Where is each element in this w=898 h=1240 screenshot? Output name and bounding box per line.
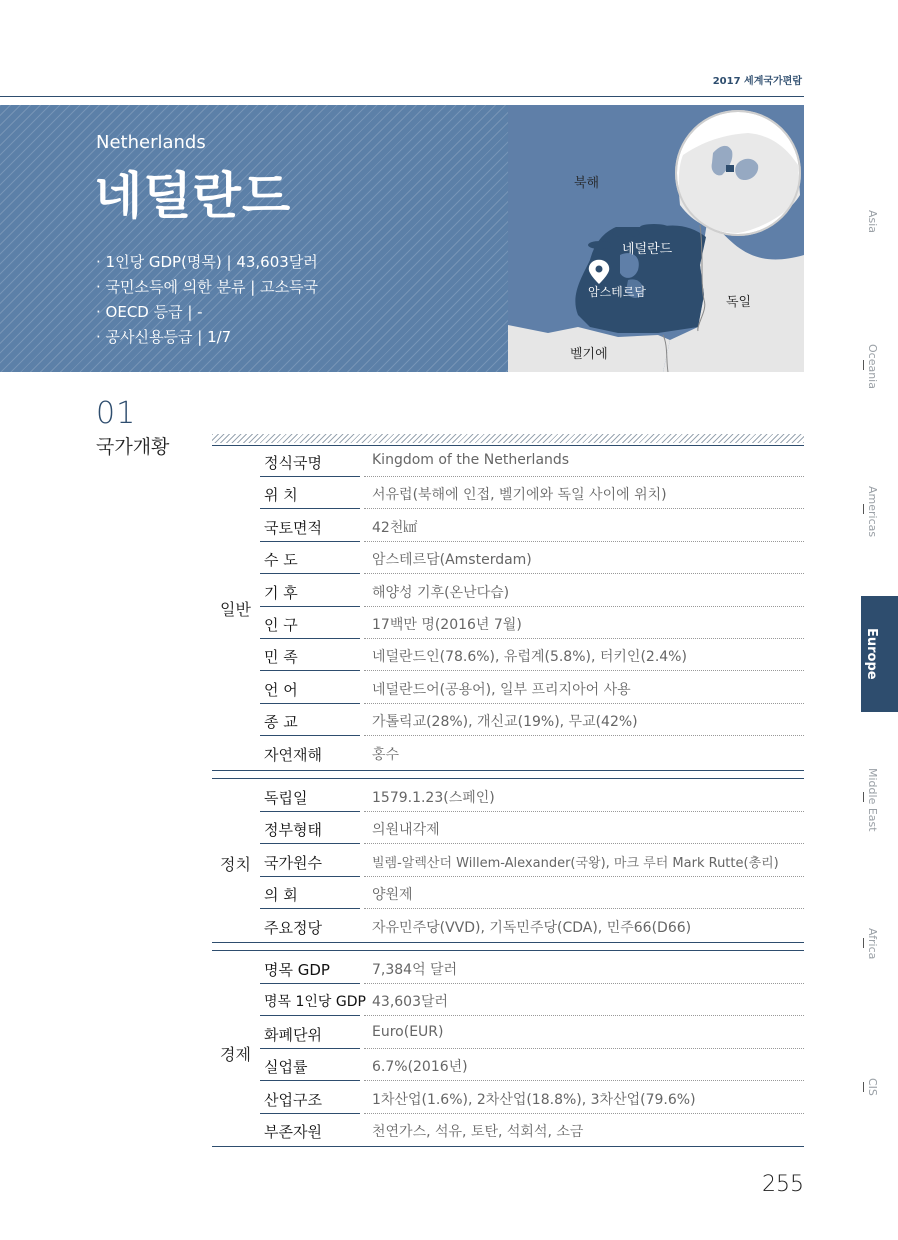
map-label-netherlands: 네덜란드 bbox=[622, 242, 673, 257]
row-value: 양원제 bbox=[372, 887, 413, 904]
row-value: Kingdom of the Netherlands bbox=[372, 452, 570, 468]
side-tick bbox=[863, 1082, 864, 1092]
row-value: 서유럽(북해에 인접, 벨기에와 독일 사이에 위치) bbox=[372, 487, 667, 504]
table-row bbox=[260, 1114, 804, 1146]
side-tick bbox=[863, 360, 864, 370]
table-row bbox=[260, 1049, 804, 1081]
summary-income-class: · 국민소득에 의한 분류 | 고소득국 bbox=[96, 278, 319, 296]
table-row bbox=[260, 812, 804, 844]
row-key: 민 족 bbox=[264, 648, 298, 667]
row-value: 네덜란드어(공용어), 일부 프리지아어 사용 bbox=[372, 681, 631, 698]
row-key: 인 구 bbox=[264, 616, 298, 634]
country-english-name: Netherlands bbox=[96, 132, 206, 153]
row-value: 7,384억 달러 bbox=[372, 962, 458, 978]
row-value: 네덜란드인(78.6%), 유럽계(5.8%), 터키인(2.4%) bbox=[372, 649, 687, 666]
row-key: 종 교 bbox=[264, 713, 298, 732]
table-row bbox=[260, 1082, 804, 1114]
row-value: 가톨릭교(28%), 개신교(19%), 무교(42%) bbox=[372, 714, 638, 731]
row-value: 17백만 명(2016년 7월) bbox=[372, 617, 522, 633]
table-end-rule bbox=[212, 1146, 804, 1147]
table-group-general bbox=[212, 445, 804, 771]
group-divider bbox=[212, 770, 804, 771]
row-value: Euro(EUR) bbox=[372, 1023, 444, 1040]
side-tick bbox=[863, 504, 864, 514]
table-row bbox=[260, 737, 804, 769]
row-key: 정식국명 bbox=[264, 454, 322, 472]
summary-credit-grade: · 공사신용등급 | 1/7 bbox=[96, 328, 232, 346]
side-tab-asia[interactable]: Asia bbox=[866, 210, 879, 234]
table-row bbox=[260, 984, 804, 1016]
side-tab-cis[interactable]: CIS bbox=[866, 1078, 879, 1096]
row-value: 의원내각제 bbox=[372, 822, 440, 839]
table-row bbox=[260, 639, 804, 671]
row-key: 화폐단위 bbox=[264, 1025, 322, 1044]
row-key: 위 치 bbox=[264, 486, 298, 505]
table-header-hatch bbox=[212, 434, 804, 443]
row-key: 실업률 bbox=[264, 1058, 308, 1077]
row-value: 1579.1.23(스페인) bbox=[372, 790, 495, 806]
row-key: 언 어 bbox=[264, 680, 298, 699]
group-label-general: 일반 bbox=[220, 600, 251, 619]
side-tick bbox=[863, 792, 864, 802]
side-tab-africa[interactable]: Africa bbox=[866, 928, 879, 960]
row-value: 6.7%(2016년) bbox=[372, 1059, 468, 1076]
side-tab-middle-east[interactable]: Middle East bbox=[866, 768, 879, 832]
row-key: 산업구조 bbox=[264, 1090, 322, 1109]
table-row bbox=[260, 877, 804, 909]
map-label-belgium: 벨기에 bbox=[570, 347, 608, 362]
row-value: 천연가스, 석유, 토탄, 석회석, 소금 bbox=[372, 1124, 584, 1140]
row-value: 1차산업(1.6%), 2차산업(18.8%), 3차산업(79.6%) bbox=[372, 1091, 696, 1108]
section-number: 01 bbox=[96, 396, 137, 431]
table-row bbox=[260, 672, 804, 704]
table-row bbox=[260, 607, 804, 639]
row-value: 42천㎢ bbox=[372, 519, 418, 536]
side-tab-europe-label: Europe bbox=[864, 628, 879, 680]
side-tick bbox=[863, 938, 864, 948]
row-value: 암스테르담(Amsterdam) bbox=[372, 552, 532, 569]
table-row bbox=[260, 1017, 804, 1049]
row-value: 자유민주당(VVD), 기독민주당(CDA), 민주66(D66) bbox=[372, 919, 692, 936]
map-label-north-sea: 북해 bbox=[574, 176, 600, 191]
row-value: 해양성 기후(온난다습) bbox=[372, 584, 510, 601]
row-value: 홍수 bbox=[372, 746, 400, 763]
summary-list bbox=[96, 250, 318, 350]
table-row bbox=[260, 780, 804, 812]
summary-oecd-grade: · OECD 등급 | - bbox=[96, 303, 203, 321]
row-key: 독립일 bbox=[264, 789, 308, 807]
table-group-politics bbox=[212, 778, 804, 942]
table-row bbox=[260, 952, 804, 984]
table-row bbox=[260, 910, 804, 942]
table-row bbox=[260, 445, 804, 477]
table-row bbox=[260, 510, 804, 542]
row-key: 주요정당 bbox=[264, 918, 322, 937]
row-key: 국가원수 bbox=[264, 853, 322, 872]
row-value: 43,603달러 bbox=[372, 994, 449, 1011]
map-label-germany: 독일 bbox=[726, 295, 752, 310]
row-key: 명목 1인당 GDP bbox=[264, 994, 366, 1011]
table-row bbox=[260, 845, 804, 877]
country-map bbox=[508, 105, 804, 372]
page-number: 255 bbox=[762, 1172, 804, 1197]
side-tab-americas[interactable]: Americas bbox=[866, 486, 879, 538]
row-key: 부존자원 bbox=[264, 1123, 322, 1141]
side-tab-oceania[interactable]: Oceania bbox=[866, 344, 879, 389]
row-key: 의 회 bbox=[264, 886, 298, 905]
row-key: 기 후 bbox=[264, 583, 298, 602]
table-row bbox=[260, 542, 804, 574]
row-key: 자연재해 bbox=[264, 745, 322, 764]
table-row bbox=[260, 575, 804, 607]
group-divider bbox=[212, 942, 804, 943]
row-key: 정부형태 bbox=[264, 821, 322, 840]
row-key: 수 도 bbox=[264, 551, 298, 570]
section-title: 국가개황 bbox=[96, 436, 170, 458]
running-head: 2017 세계국가편람 bbox=[712, 76, 802, 87]
map-label-amsterdam: 암스테르담 bbox=[588, 285, 646, 299]
country-korean-name: 네덜란드 bbox=[94, 167, 292, 225]
group-label-economy: 경제 bbox=[220, 1045, 251, 1064]
row-value: 빌렘-알렉산더 Willem-Alexander(국왕), 마크 루터 Mark Rutte(총리) bbox=[372, 855, 779, 871]
group-label-politics: 정치 bbox=[220, 855, 251, 874]
table-row bbox=[260, 704, 804, 736]
row-key: 명목 GDP bbox=[264, 961, 330, 979]
table-row bbox=[260, 477, 804, 509]
header-rule bbox=[0, 96, 804, 97]
summary-gdp-per-capita: · 1인당 GDP(명목) | 43,603달러 bbox=[96, 253, 318, 271]
table-group-economy bbox=[212, 950, 804, 1146]
row-key: 국토면적 bbox=[264, 518, 322, 537]
